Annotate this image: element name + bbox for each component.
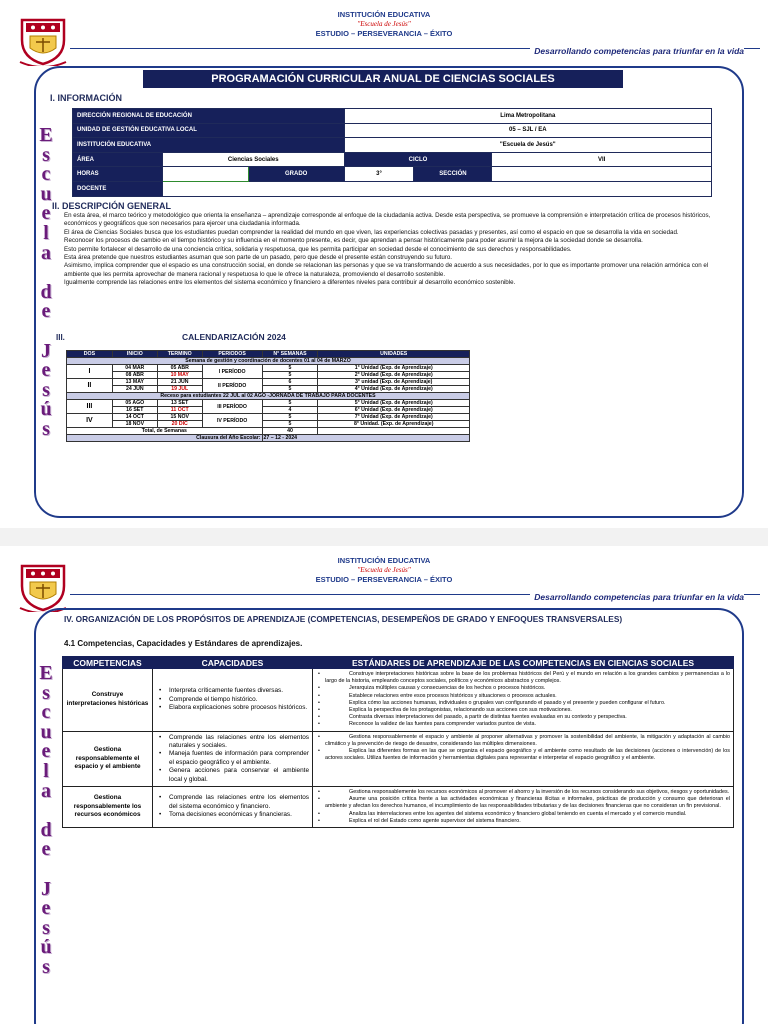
- start-date: 16 SET: [112, 407, 157, 414]
- bimester-cell: III: [67, 400, 113, 414]
- bimester-cell: I: [67, 365, 113, 379]
- calendar-band: Semana de gestión y coordinación de docentes 01 al 04 de MARZO: [67, 358, 470, 365]
- competencies-table: [62, 656, 734, 828]
- unit-cell: 6° Unidad (Exp. de Aprendizaje): [318, 407, 470, 414]
- school-motto: ESTUDIO – PERSEVERANCIA – ÉXITO: [315, 29, 453, 38]
- standard-item: • Contrasta diversas interpretaciones del pasado, a partir de distintas fuentes evaluadas en su contexto y perspectiva.: [316, 714, 730, 721]
- standard-item: • Asume una posición crítica frente a las actividades económicas y financieras ilícitas e informales, prácticas de producción y consumo que deterioran el ambiente y afectan los derechos humanos, el incumplimiento de las responsabilidades tributarias y de las decisiones financieras que no consideran un fin previsional.: [316, 796, 730, 810]
- bimester-cell: IV: [67, 414, 113, 428]
- weeks-cell: 6: [262, 379, 318, 386]
- unit-cell: 5° Unidad (Exp. de Aprendizaje): [318, 400, 470, 407]
- end-date: 10 MAY: [157, 372, 202, 379]
- closing-value: 27 – 12 - 2024: [262, 435, 469, 442]
- capacity-item: • Toma decisiones económicas y financieras.: [157, 811, 309, 819]
- side-letter: s: [42, 378, 50, 401]
- capacity-item: • Comprende las relaciones entre los elementos naturales y sociales.: [157, 734, 309, 751]
- general-description: [64, 212, 716, 288]
- standards-cell: [313, 787, 734, 828]
- section-4-heading: IV. ORGANIZACIÓN DE LOS PROPÓSITOS DE APRENDIZAJE (COMPETENCIAS, DESEMPEÑOS DE GRADO Y ENFOQUES TRANSVERSALES): [64, 614, 623, 624]
- weeks-cell: 5: [262, 386, 318, 393]
- side-letter: d: [40, 280, 52, 303]
- dre-value: Lima Metropolitana: [344, 109, 711, 124]
- calendar-header-row: [67, 351, 470, 358]
- standard-item: • Analiza las interrelaciones entre los agentes del sistema económico y financiero global teniendo en cuenta el mercado y el comercio mundial.: [316, 811, 730, 818]
- side-letter: [36, 263, 56, 283]
- total-label: Total, de Semanas: [67, 428, 263, 435]
- side-letter: l: [43, 221, 49, 244]
- calendar-row: [67, 386, 470, 393]
- ie-value: "Escuela de Jesús": [344, 138, 711, 153]
- th-capacidades: CAPACIDADES: [153, 657, 313, 669]
- calendar-band-row: [67, 358, 470, 365]
- start-date: 18 NOV: [112, 421, 157, 428]
- competencies-body: [63, 669, 734, 828]
- side-letter: a: [41, 241, 51, 264]
- side-letter: [36, 860, 56, 880]
- school-name: "Escuela de Jesús": [357, 20, 411, 28]
- capacity-item: • Interpreta críticamente fuentes diversas.: [157, 687, 309, 695]
- document-title: PROGRAMACIÓN CURRICULAR ANUAL DE CIENCIAS SOCIALES: [143, 70, 623, 88]
- institution-label: INSTITUCIÓN EDUCATIVA: [337, 10, 431, 19]
- start-date: 24 JUN: [112, 386, 157, 393]
- closing-label: Clausura del Año Escolar:: [67, 435, 263, 442]
- page-separator: [0, 528, 768, 546]
- ugel-label: UNIDAD DE GESTIÓN EDUCATIVA LOCAL: [73, 123, 345, 138]
- side-letter: l: [43, 759, 49, 782]
- capacity-item: • Elabora explicaciones sobre procesos históricos.: [157, 704, 309, 712]
- side-letter: c: [41, 701, 51, 724]
- school-motto: ESTUDIO – PERSEVERANCIA – ÉXITO: [315, 575, 453, 584]
- vertical-school-name: [36, 126, 56, 440]
- calendar-row: [67, 407, 470, 414]
- side-letter: [36, 322, 56, 342]
- end-date: 11 OCT: [157, 407, 202, 414]
- side-letter: c: [41, 163, 51, 186]
- period-cell: I PERÍODO: [202, 365, 262, 379]
- capacities-cell: [153, 669, 313, 732]
- side-letter: ú: [40, 936, 52, 959]
- start-date: 08 ABR: [112, 372, 157, 379]
- competency-row: [63, 669, 734, 732]
- competency-row: [63, 787, 734, 828]
- end-date: 05 ABR: [157, 365, 202, 372]
- page-header: [0, 10, 768, 60]
- section-1-heading: I. INFORMACIÓN: [50, 93, 122, 103]
- unit-cell: 7° Unidad (Exp. de Aprendizaje): [318, 414, 470, 421]
- side-letter: ú: [40, 398, 52, 421]
- total-empty: [318, 428, 470, 435]
- end-date: 20 DIC: [157, 421, 202, 428]
- ugel-value: 05 – SJL / EA: [344, 123, 711, 138]
- calendar-total-row: [67, 428, 470, 435]
- competency-name: Gestiona responsablemente el espacio y el ambiente: [63, 731, 153, 786]
- bimester-cell: II: [67, 379, 113, 393]
- end-date: 13 SET: [157, 400, 202, 407]
- unit-cell: 8° Unidad. (Exp. de Aprendizaje): [318, 421, 470, 428]
- weeks-cell: 5: [262, 372, 318, 379]
- calendar-row: [67, 421, 470, 428]
- calendar-table: [66, 350, 470, 442]
- side-letter: E: [39, 662, 53, 684]
- vertical-school-name: [36, 664, 56, 978]
- docente-value: [162, 181, 711, 196]
- side-letter: e: [41, 359, 51, 382]
- ie-label: INSTITUCIÓN EDUCATIVA: [73, 138, 345, 153]
- side-letter: e: [41, 202, 51, 225]
- standard-item: • Explica el rol del Estado como agente supervisor del sistema financiero.: [316, 818, 730, 825]
- horas-label: HORAS: [73, 167, 163, 182]
- side-letter: e: [41, 897, 51, 920]
- dre-label: DIRECCIÓN REGIONAL DE EDUCACIÓN: [73, 109, 345, 124]
- calendar-closing-row: [67, 435, 470, 442]
- standards-cell: [313, 731, 734, 786]
- side-letter: e: [41, 300, 51, 323]
- unit-cell: 3° unidad (Exp. de Aprendizaje): [318, 379, 470, 386]
- weeks-cell: 5: [262, 414, 318, 421]
- standard-item: • Reconoce la validez de las fuentes para comprender variados puntos de vista.: [316, 721, 730, 728]
- unit-cell: 1° Unidad (Exp. de Aprendizaje): [318, 365, 470, 372]
- th-competencias: COMPETENCIAS: [63, 657, 153, 669]
- section-3-heading: III.: [56, 333, 65, 342]
- calendar-header-cell: TERMINO: [157, 351, 202, 358]
- slogan: Desarrollando competencias para triunfar en la vida: [530, 592, 744, 602]
- ciclo-value: VII: [492, 152, 712, 167]
- description-paragraph: Esto permite fortalecer el desarrollo de una conciencia crítica, solidaria y respetuosa, que les permita participar en sociedad desde el conocimiento de sus derechos y responsabilidades.: [64, 245, 572, 253]
- capacity-item: • Genera acciones para conservar el ambiente local y global.: [157, 767, 309, 784]
- side-letter: E: [39, 124, 53, 146]
- capacities-cell: [153, 731, 313, 786]
- area-label: ÁREA: [73, 152, 163, 167]
- calendar-row: [67, 400, 470, 407]
- calendar-row: [67, 365, 470, 372]
- total-value: 40: [262, 428, 318, 435]
- page-2: [0, 546, 768, 1024]
- standard-item: • Explica la perspectiva de los protagonistas, relacionando sus acciones con sus motivaciones.: [316, 707, 730, 714]
- unit-cell: 4° Unidad (Exp. de Aprendizaje): [318, 386, 470, 393]
- capacity-item: • Comprende las relaciones entre los elementos del sistema económico y financiero.: [157, 794, 309, 811]
- start-date: 13 MAY: [112, 379, 157, 386]
- page-header-2: [0, 556, 768, 606]
- description-paragraph: Reconocer los procesos de cambio en el tiempo histórico y su influencia en el momento presente, es decir, que aprendan a pensar históricamente para poder asumir la mejora de la sociedad donde se desarrolla.: [64, 237, 643, 245]
- standard-item: • Gestiona responsablemente los recursos económicos al promover el ahorro y la inversión de los recursos considerando sus objetivos, riesgos y oportunidades.: [316, 789, 730, 796]
- weeks-cell: 5: [262, 365, 318, 372]
- side-letter: J: [41, 877, 51, 900]
- competency-name: Gestiona responsablemente los recursos económicos: [63, 787, 153, 828]
- subsection-4-1: 4.1 Competencias, Capacidades y Estándares de aprendizajes.: [64, 639, 303, 648]
- weeks-cell: 5: [262, 421, 318, 428]
- start-date: 05 AGO: [112, 400, 157, 407]
- start-date: 14 OCT: [112, 414, 157, 421]
- calendar-header-cell: INICIO: [112, 351, 157, 358]
- info-table: [72, 108, 712, 197]
- section-2-heading: II. DESCRIPCIÓN GENERAL: [52, 201, 172, 211]
- calendar-row: [67, 372, 470, 379]
- side-letter: s: [42, 916, 50, 939]
- end-date: 21 JUN: [157, 379, 202, 386]
- side-letter: s: [42, 681, 50, 704]
- institution-label: INSTITUCIÓN EDUCATIVA: [337, 556, 431, 565]
- unit-cell: 2° Unidad (Exp. de Aprendizaje): [318, 372, 470, 379]
- calendar-body: [67, 358, 470, 442]
- grado-value: 3°: [344, 167, 414, 182]
- description-paragraph: Esta área pretende que nuestros estudiantes asuman que son parte de un pasado, pero que desde el presente están construyendo su futuro.: [64, 254, 453, 262]
- side-letter: d: [40, 818, 52, 841]
- side-letter: u: [40, 182, 52, 205]
- side-letter: s: [42, 955, 50, 978]
- institution-block: [0, 556, 768, 585]
- side-letter: [36, 801, 56, 821]
- capacities-cell: [153, 787, 313, 828]
- seccion-value: [492, 167, 712, 182]
- seccion-label: SECCIÓN: [414, 167, 492, 182]
- horas-value: [162, 167, 248, 182]
- calendar-band-row: [67, 393, 470, 400]
- period-cell: IV PERÍODO: [202, 414, 262, 428]
- capacity-item: • Maneja fuentes de información para comprender el espacio geográfico y el ambiente.: [157, 750, 309, 767]
- side-letter: a: [41, 779, 51, 802]
- period-cell: II PERÍODO: [202, 379, 262, 393]
- description-paragraph: Asimismo, implica comprender que el espacio es una construcción social, en donde se relacionan las personas y que se va transformando de acuerdo a sus necesidades, por lo que es importante promover una relación armónica con el ambiente que les permita aprovechar de manera racional y respetuosa lo que le ofrece la naturaleza, promoviendo el desarrollo sostenible.: [64, 262, 709, 278]
- side-letter: e: [41, 838, 51, 861]
- start-date: 04 MAR: [112, 365, 157, 372]
- standard-item: • Establece relaciones entre esos procesos históricos y situaciones o procesos actuales.: [316, 693, 730, 700]
- side-letter: s: [42, 417, 50, 440]
- docente-label: DOCENTE: [73, 181, 163, 196]
- calendar-row: [67, 379, 470, 386]
- description-paragraph: Igualmente comprende las relaciones entre los elementos del sistema económico y financiero a diferentes niveles para contribuir al desarrollo económico sostenible.: [64, 279, 516, 287]
- area-value: Ciencias Sociales: [162, 152, 344, 167]
- grado-label: GRADO: [248, 167, 344, 182]
- side-letter: e: [41, 740, 51, 763]
- competency-name: Construye interpretaciones históricas: [63, 669, 153, 732]
- side-letter: s: [42, 143, 50, 166]
- weeks-cell: 4: [262, 407, 318, 414]
- calendar-band: Receso para estudiantes 22 JUL al 02 AGO -JORNADA DE TRABAJO PARA DOCENTES: [67, 393, 470, 400]
- calendar-row: [67, 414, 470, 421]
- side-letter: J: [41, 339, 51, 362]
- capacity-item: • Comprende el tiempo histórico.: [157, 696, 309, 704]
- standard-item: • Jerarquiza múltiples causas y consecuencias de los hechos o procesos históricos.: [316, 685, 730, 692]
- calendar-header-cell: UNIDADES: [318, 351, 470, 358]
- weeks-cell: 5: [262, 400, 318, 407]
- period-cell: III PERÍODO: [202, 400, 262, 414]
- standard-item: • Construye interpretaciones históricas sobre la base de los problemas históricos del Perú y el mundo en relación a los grandes cambios y permanencias a lo largo de la historia, empleando conceptos sociales, políticos y económicos abstractos y complejos.: [316, 671, 730, 685]
- end-date: 19 JUL: [157, 386, 202, 393]
- calendar-header-cell: DOS: [67, 351, 113, 358]
- school-name: "Escuela de Jesús": [357, 566, 411, 574]
- standard-item: • Explica las diferentes formas en las que se organiza el espacio geográfico y el ambiente como resultado de las decisiones (acciones o intervención) de los actores sociales. Utiliza fuentes de información y herramientas digitales para representar e interpretar el espacio geográfico y el ambiente.: [316, 748, 730, 762]
- description-paragraph: En esta área, el marco teórico y metodológico que orienta la enseñanza – aprendizaje corresponde al enfoque de la ciudadanía activa. Desde esta perspectiva, se promueve la comprensión e interpretación crítica de procesos históricos, económicos y geográficos que son necesarios para ejercer una ciudadanía informada.: [64, 212, 711, 228]
- calendar-header-cell: N° SEMANAS: [262, 351, 318, 358]
- ciclo-label: CICLO: [344, 152, 492, 167]
- calendar-title: CALENDARIZACIÓN 2024: [182, 332, 286, 342]
- standard-item: • Explica cómo las acciones humanas, individuales o grupales van configurando el pasado y el presente y pueden configurar el futuro.: [316, 700, 730, 707]
- standard-item: • Gestiona responsablemente el espacio y ambiente al proponer alternativas y promover la sostenibilidad del ambiente, la mitigación y adaptación al cambio climático y la prevención de riesgo de desastre, considerando las múltiples dimensiones.: [316, 734, 730, 748]
- end-date: 15 NOV: [157, 414, 202, 421]
- institution-block: [0, 10, 768, 39]
- competency-row: [63, 731, 734, 786]
- description-paragraph: El área de Ciencias Sociales busca que los estudiantes puedan comprender la realidad del mundo en que viven, las experiencias colectivas pasadas y presentes, así como el espacio en que se desarrolla la vida en sociedad.: [64, 228, 679, 236]
- side-letter: u: [40, 720, 52, 743]
- calendar-header-cell: PERIODOS: [202, 351, 262, 358]
- th-estandares: ESTÁNDARES DE APRENDIZAJE DE LAS COMPETENCIAS EN CIENCIAS SOCIALES: [313, 657, 734, 669]
- standards-cell: [313, 669, 734, 732]
- slogan: Desarrollando competencias para triunfar en la vida: [530, 46, 744, 56]
